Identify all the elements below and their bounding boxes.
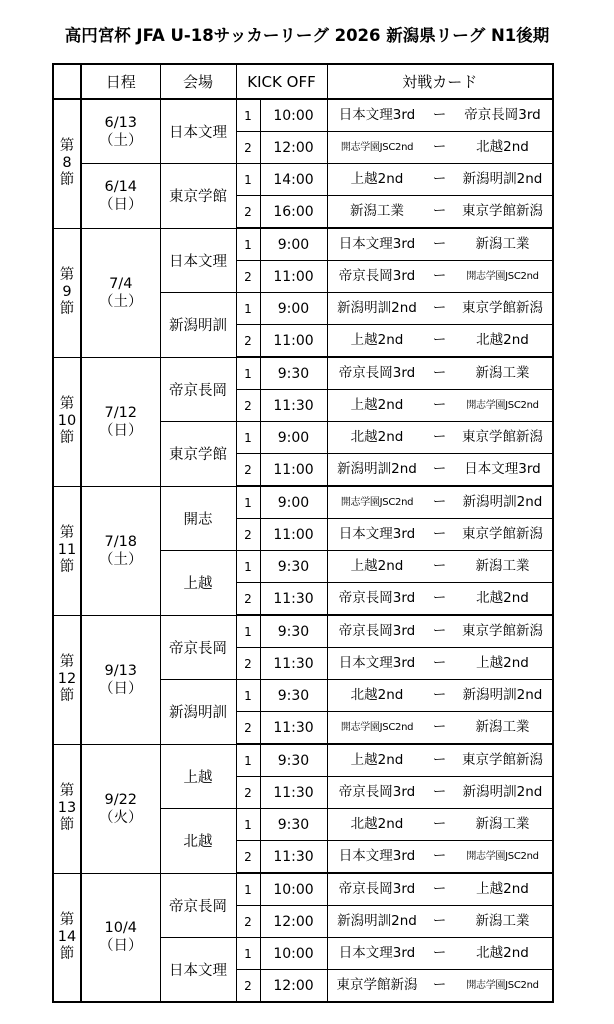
match-card xyxy=(327,519,553,551)
versus-dash: ー xyxy=(432,687,447,703)
date-line: 6/13 xyxy=(104,114,138,131)
game-number: 2 xyxy=(236,261,260,293)
header-matches: 対戦カード xyxy=(327,64,553,99)
versus-dash: ー xyxy=(432,397,447,413)
home-team: 開志学園JSC2nd xyxy=(340,142,414,153)
section-label-part: 第 xyxy=(59,783,75,799)
game-number: 2 xyxy=(236,712,260,745)
away-team: 東京学館新潟 xyxy=(462,300,543,316)
away-team: 東京学館新潟 xyxy=(462,623,543,639)
home-team: 日本文理3rd xyxy=(338,655,416,671)
venue-cell: 上越 xyxy=(160,744,236,809)
away-team: 新潟工業 xyxy=(475,365,530,381)
away-team: 開志学園JSC2nd xyxy=(466,400,539,411)
match-card-inner xyxy=(328,583,553,614)
match-card-inner xyxy=(328,164,553,195)
section-cell xyxy=(53,99,81,228)
away-team: 開志学園JSC2nd xyxy=(466,851,539,862)
away-team: 開志学園JSC2nd xyxy=(466,980,539,991)
away-team: 北越2nd xyxy=(476,590,529,606)
game-number: 2 xyxy=(236,325,260,358)
section-label-part: 節 xyxy=(59,817,75,833)
versus-dash: ー xyxy=(432,332,447,348)
home-team: 新潟明訓2nd xyxy=(337,913,417,929)
venue-cell: 東京学館 xyxy=(160,164,236,229)
versus-dash: ー xyxy=(432,107,447,123)
home-team: 上越2nd xyxy=(350,171,404,187)
away-team: 新潟明訓2nd xyxy=(462,687,543,703)
match-row xyxy=(53,164,553,196)
section-cell xyxy=(53,228,81,357)
section-label-part: 節 xyxy=(59,688,75,704)
kickoff-time: 9:00 xyxy=(260,422,327,454)
home-team: 上越2nd xyxy=(350,397,404,413)
kickoff-time: 10:00 xyxy=(260,873,327,906)
header-row xyxy=(53,64,553,99)
home-team: 新潟明訓2nd xyxy=(337,300,417,316)
home-team: 上越2nd xyxy=(350,752,404,768)
kickoff-time: 11:30 xyxy=(260,648,327,680)
date-cell xyxy=(81,615,160,744)
venue-cell: 東京学館 xyxy=(160,422,236,487)
section-label-part: 9 xyxy=(62,284,72,300)
kickoff-time: 10:00 xyxy=(260,99,327,132)
date-line: （日） xyxy=(99,422,143,439)
versus-dash: ー xyxy=(432,365,447,381)
game-number: 2 xyxy=(236,390,260,422)
section-label-part: 第 xyxy=(59,654,75,670)
date-line: （土） xyxy=(99,293,143,310)
match-card-inner xyxy=(328,970,553,1001)
game-number: 1 xyxy=(236,615,260,648)
home-team: 北越2nd xyxy=(350,816,404,832)
versus-dash: ー xyxy=(432,139,447,155)
kickoff-time: 11:00 xyxy=(260,261,327,293)
match-card-inner xyxy=(328,390,553,421)
date-cell xyxy=(81,744,160,873)
venue-cell: 日本文理 xyxy=(160,99,236,164)
match-card-inner xyxy=(328,229,553,260)
page-title: 高円宮杯 JFA U-18サッカーリーグ 2026 新潟県リーグ N1後期 xyxy=(64,26,550,45)
away-team: 東京学館新潟 xyxy=(462,429,543,445)
match-card xyxy=(327,99,553,132)
match-card xyxy=(327,228,553,261)
home-team: 日本文理3rd xyxy=(338,848,416,864)
away-team: 北越2nd xyxy=(476,139,529,155)
date-cell xyxy=(81,228,160,357)
kickoff-time: 9:30 xyxy=(260,744,327,777)
venue-cell: 帝京長岡 xyxy=(160,357,236,422)
home-team: 日本文理3rd xyxy=(338,945,416,961)
game-number: 2 xyxy=(236,777,260,809)
venue-cell: 帝京長岡 xyxy=(160,873,236,938)
match-card xyxy=(327,261,553,293)
match-card xyxy=(327,293,553,325)
home-team: 新潟明訓2nd xyxy=(337,461,417,477)
match-card xyxy=(327,809,553,841)
date-cell xyxy=(81,99,160,164)
away-team: 新潟工業 xyxy=(475,913,530,929)
date-cell xyxy=(81,357,160,486)
match-card-inner xyxy=(328,809,553,840)
match-card-inner xyxy=(328,906,553,937)
match-card xyxy=(327,325,553,358)
kickoff-time: 11:00 xyxy=(260,519,327,551)
match-card-inner xyxy=(328,777,553,808)
versus-dash: ー xyxy=(432,236,447,252)
header-section-blank xyxy=(53,64,81,99)
away-team: 新潟工業 xyxy=(475,719,530,735)
kickoff-time: 9:00 xyxy=(260,293,327,325)
date-line: 6/14 xyxy=(104,178,138,195)
game-number: 1 xyxy=(236,744,260,777)
versus-dash: ー xyxy=(432,494,447,510)
match-card-inner xyxy=(328,874,553,905)
match-card xyxy=(327,648,553,680)
section-cell xyxy=(53,357,81,486)
home-team: 東京学館新潟 xyxy=(336,977,418,993)
date-line: （土） xyxy=(99,551,143,568)
match-card xyxy=(327,390,553,422)
match-card-inner xyxy=(328,454,553,485)
away-team: 帝京長岡3rd xyxy=(464,107,541,123)
kickoff-time: 9:00 xyxy=(260,486,327,519)
home-team: 北越2nd xyxy=(350,687,404,703)
kickoff-time: 12:00 xyxy=(260,132,327,164)
venue-cell: 新潟明訓 xyxy=(160,293,236,358)
venue-cell: 新潟明訓 xyxy=(160,680,236,745)
home-team: 日本文理3rd xyxy=(338,107,416,123)
venue-cell: 北越 xyxy=(160,809,236,874)
match-card xyxy=(327,164,553,196)
versus-dash: ー xyxy=(432,655,447,671)
match-card xyxy=(327,873,553,906)
away-team: 上越2nd xyxy=(476,655,529,671)
header-kickoff: KICK OFF xyxy=(236,64,327,99)
away-team: 新潟工業 xyxy=(475,236,530,252)
date-line: 10/4 xyxy=(104,920,138,937)
match-card-inner xyxy=(328,487,553,518)
section-label-part: 第 xyxy=(59,138,75,155)
match-card-inner xyxy=(328,325,553,356)
kickoff-time: 12:00 xyxy=(260,970,327,1003)
away-team: 新潟工業 xyxy=(475,558,530,574)
section-label-part: 節 xyxy=(59,559,75,575)
kickoff-time: 11:30 xyxy=(260,841,327,874)
game-number: 2 xyxy=(236,648,260,680)
game-number: 1 xyxy=(236,551,260,583)
game-number: 1 xyxy=(236,486,260,519)
versus-dash: ー xyxy=(432,623,447,639)
game-number: 2 xyxy=(236,519,260,551)
game-number: 2 xyxy=(236,132,260,164)
kickoff-time: 16:00 xyxy=(260,196,327,229)
versus-dash: ー xyxy=(432,590,447,606)
match-card-inner xyxy=(328,712,553,743)
match-card xyxy=(327,454,553,487)
venue-cell: 帝京長岡 xyxy=(160,615,236,680)
game-number: 1 xyxy=(236,164,260,196)
game-number: 2 xyxy=(236,841,260,874)
kickoff-time: 11:30 xyxy=(260,777,327,809)
match-card xyxy=(327,615,553,648)
match-card xyxy=(327,357,553,390)
game-number: 2 xyxy=(236,906,260,938)
kickoff-time: 11:30 xyxy=(260,390,327,422)
versus-dash: ー xyxy=(432,461,447,477)
date-line: 9/13 xyxy=(104,662,138,679)
section-label-part: 節 xyxy=(59,172,75,189)
match-card xyxy=(327,680,553,712)
versus-dash: ー xyxy=(432,881,447,897)
match-card-inner xyxy=(328,261,553,292)
match-card-inner xyxy=(328,841,553,872)
home-team: 日本文理3rd xyxy=(338,526,416,542)
match-card-inner xyxy=(328,358,553,389)
venue-cell: 上越 xyxy=(160,551,236,616)
game-number: 1 xyxy=(236,809,260,841)
kickoff-time: 9:30 xyxy=(260,809,327,841)
match-card xyxy=(327,841,553,874)
match-card xyxy=(327,938,553,970)
versus-dash: ー xyxy=(432,848,447,864)
versus-dash: ー xyxy=(432,977,447,993)
match-row xyxy=(53,228,553,261)
away-team: 新潟明訓2nd xyxy=(462,784,543,800)
section-cell xyxy=(53,873,81,1002)
section-cell xyxy=(53,486,81,615)
section-label-part: 第 xyxy=(59,267,75,283)
match-card xyxy=(327,132,553,164)
kickoff-time: 10:00 xyxy=(260,938,327,970)
home-team: 北越2nd xyxy=(350,429,404,445)
home-team: 上越2nd xyxy=(350,332,404,348)
match-row xyxy=(53,615,553,648)
kickoff-time: 12:00 xyxy=(260,906,327,938)
schedule-body xyxy=(53,64,553,1002)
section-label-part: 13 xyxy=(57,800,77,816)
section-label-part: 節 xyxy=(59,430,75,446)
away-team: 上越2nd xyxy=(476,881,529,897)
versus-dash: ー xyxy=(432,945,447,961)
game-number: 1 xyxy=(236,357,260,390)
date-cell xyxy=(81,164,160,229)
game-number: 1 xyxy=(236,422,260,454)
section-label-part: 第 xyxy=(59,525,75,541)
match-row xyxy=(53,486,553,519)
date-line: 7/12 xyxy=(104,404,138,421)
home-team: 新潟工業 xyxy=(350,203,404,219)
section-label-part: 11 xyxy=(57,542,77,558)
game-number: 1 xyxy=(236,228,260,261)
match-card xyxy=(327,196,553,229)
kickoff-time: 9:00 xyxy=(260,228,327,261)
home-team: 帝京長岡3rd xyxy=(338,881,416,897)
versus-dash: ー xyxy=(432,268,447,284)
section-label-part: 節 xyxy=(59,301,75,317)
match-card-inner xyxy=(328,680,553,711)
match-card-inner xyxy=(328,648,553,679)
date-line: 7/4 xyxy=(109,275,133,292)
match-card xyxy=(327,486,553,519)
match-card-inner xyxy=(328,132,553,163)
section-label-part: 8 xyxy=(62,155,72,172)
game-number: 2 xyxy=(236,583,260,616)
home-team: 帝京長岡3rd xyxy=(338,784,416,800)
game-number: 1 xyxy=(236,873,260,906)
section-label-part: 14 xyxy=(57,928,77,945)
game-number: 1 xyxy=(236,293,260,325)
section-label-part: 第 xyxy=(59,396,75,412)
match-row xyxy=(53,873,553,906)
versus-dash: ー xyxy=(432,429,447,445)
section-label-part: 10 xyxy=(57,413,77,429)
schedule-table xyxy=(52,63,554,1003)
kickoff-time: 11:00 xyxy=(260,325,327,358)
game-number: 2 xyxy=(236,196,260,229)
home-team: 開志学園JSC2nd xyxy=(340,722,414,733)
date-line: （日） xyxy=(99,680,143,697)
away-team: 新潟工業 xyxy=(475,816,530,832)
header-date: 日程 xyxy=(81,64,160,99)
match-row xyxy=(53,744,553,777)
versus-dash: ー xyxy=(432,171,447,187)
section-label-part: 第 xyxy=(59,911,75,928)
versus-dash: ー xyxy=(432,752,447,768)
date-cell xyxy=(81,486,160,615)
kickoff-time: 9:30 xyxy=(260,551,327,583)
versus-dash: ー xyxy=(432,816,447,832)
versus-dash: ー xyxy=(432,913,447,929)
away-team: 東京学館新潟 xyxy=(462,526,543,542)
venue-cell: 開志 xyxy=(160,486,236,551)
versus-dash: ー xyxy=(432,784,447,800)
venue-cell: 日本文理 xyxy=(160,228,236,293)
match-card-inner xyxy=(328,938,553,969)
date-line: （日） xyxy=(99,196,143,213)
kickoff-time: 9:30 xyxy=(260,680,327,712)
match-row xyxy=(53,357,553,390)
match-card xyxy=(327,422,553,454)
date-line: （土） xyxy=(99,132,143,149)
away-team: 日本文理3rd xyxy=(464,461,541,477)
match-card xyxy=(327,712,553,745)
match-card-inner xyxy=(328,100,553,131)
away-team: 北越2nd xyxy=(476,332,529,348)
match-card xyxy=(327,906,553,938)
match-card-inner xyxy=(328,422,553,453)
kickoff-time: 14:00 xyxy=(260,164,327,196)
home-team: 日本文理3rd xyxy=(338,236,416,252)
section-cell xyxy=(53,744,81,873)
home-team: 帝京長岡3rd xyxy=(338,365,416,381)
kickoff-time: 11:00 xyxy=(260,454,327,487)
header-venue: 会場 xyxy=(160,64,236,99)
section-label-part: 節 xyxy=(59,945,75,962)
game-number: 1 xyxy=(236,680,260,712)
game-number: 1 xyxy=(236,938,260,970)
match-card-inner xyxy=(328,616,553,647)
kickoff-time: 9:30 xyxy=(260,615,327,648)
away-team: 北越2nd xyxy=(476,945,529,961)
date-line: 9/22 xyxy=(104,791,138,808)
match-card-inner xyxy=(328,551,553,582)
section-cell xyxy=(53,615,81,744)
home-team: 開志学園JSC2nd xyxy=(340,497,414,508)
date-line: （火） xyxy=(99,809,143,826)
away-team: 東京学館新潟 xyxy=(462,752,543,768)
venue-cell: 日本文理 xyxy=(160,938,236,1003)
versus-dash: ー xyxy=(432,203,447,219)
away-team: 新潟明訓2nd xyxy=(462,494,543,510)
home-team: 帝京長岡3rd xyxy=(338,268,416,284)
match-row xyxy=(53,99,553,132)
match-card-inner xyxy=(328,519,553,550)
kickoff-time: 9:30 xyxy=(260,357,327,390)
away-team: 新潟明訓2nd xyxy=(462,171,543,187)
versus-dash: ー xyxy=(432,526,447,542)
date-line: 7/18 xyxy=(104,533,138,550)
kickoff-time: 11:30 xyxy=(260,712,327,745)
home-team: 上越2nd xyxy=(350,558,404,574)
game-number: 2 xyxy=(236,970,260,1003)
match-card xyxy=(327,970,553,1003)
date-line: （日） xyxy=(99,938,143,955)
game-number: 1 xyxy=(236,99,260,132)
versus-dash: ー xyxy=(432,558,447,574)
match-card xyxy=(327,777,553,809)
away-team: 東京学館新潟 xyxy=(462,203,543,219)
versus-dash: ー xyxy=(432,719,447,735)
home-team: 帝京長岡3rd xyxy=(338,623,416,639)
match-card-inner xyxy=(328,196,553,227)
match-card xyxy=(327,744,553,777)
home-team: 帝京長岡3rd xyxy=(338,590,416,606)
date-cell xyxy=(81,873,160,1002)
versus-dash: ー xyxy=(432,300,447,316)
match-card-inner xyxy=(328,293,553,324)
match-card-inner xyxy=(328,745,553,776)
match-card xyxy=(327,583,553,616)
game-number: 2 xyxy=(236,454,260,487)
away-team: 開志学園JSC2nd xyxy=(466,271,539,282)
section-label-part: 12 xyxy=(57,671,77,687)
kickoff-time: 11:30 xyxy=(260,583,327,616)
match-card xyxy=(327,551,553,583)
